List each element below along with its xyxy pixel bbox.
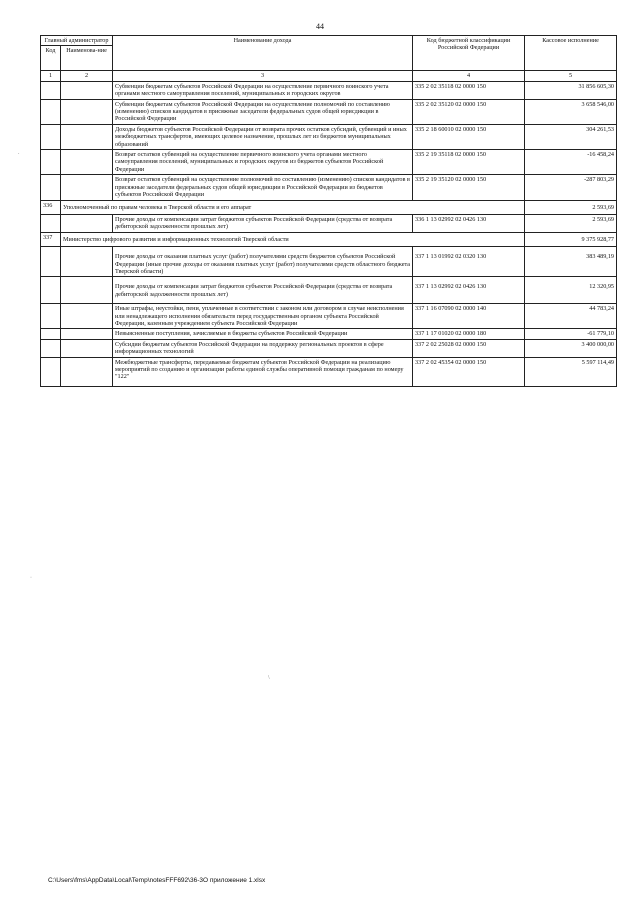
amount-cell: 31 856 605,30 (525, 81, 617, 99)
column-number-row (41, 71, 617, 81)
income-name-cell: Прочие доходы от компенсации затрат бюджетов субъектов Российской Федерации (средства от возврата дебиторской задолженности прошлых лет) (113, 214, 413, 232)
table-row (41, 124, 617, 149)
header-admin-name: Наименова-ние (61, 46, 113, 71)
income-name-cell: Иные штрафы, неустойки, пени, уплаченные в соответствии с законом или договором в случае неисполнения или ненадлежащего исполнения обязательств перед государственным органом субъекта Российской Федерации, казенным учреждением субъекта Российской Федерации (113, 304, 413, 329)
header-budget-code: Код бюджетной классификации Российской Федерации (413, 36, 525, 71)
amount-cell: -16 458,24 (525, 150, 617, 175)
table-row (41, 357, 617, 386)
column-number: 5 (525, 71, 617, 81)
amount-cell: 3 400 000,00 (525, 339, 617, 357)
amount-cell: 304 261,53 (525, 124, 617, 149)
table-row (41, 247, 617, 277)
amount-cell: 44 783,24 (525, 304, 617, 329)
amount-cell: -287 803,29 (525, 175, 617, 200)
table-row (41, 150, 617, 175)
scan-speck: . (18, 150, 20, 156)
income-name-cell: Субвенции бюджетам субъектов Российской Федерации на осуществление полномочий по составлению (изменению) списков кандидатов в присяжные заседатели федеральных судов общей юрисдикции в Российской Федерации (113, 99, 413, 124)
income-name-cell: Доходы бюджетов субъектов Российской Федерации от возврата прочих остатков субсидий, субвенций и иных межбюджетных трансфертов, имеющих целевое назначение, прошлых лет из бюджетов муниципальных образований (113, 124, 413, 149)
income-name-cell: Невыясненные поступления, зачисляемые в бюджеты субъектов Российской Федерации (113, 329, 413, 339)
revenue-table (40, 35, 617, 387)
admin-row (41, 200, 617, 214)
amount-cell: 383 489,19 (525, 247, 617, 277)
table-row (41, 99, 617, 124)
admin-row (41, 232, 617, 246)
budget-code-cell: 335 2 19 35120 02 0000 150 (413, 175, 525, 200)
amount-cell: 3 658 546,00 (525, 99, 617, 124)
budget-code-cell: 335 2 02 35118 02 0000 150 (413, 81, 525, 99)
table-row (41, 81, 617, 99)
header-income-name: Наименование дохода (113, 36, 413, 71)
table-row (41, 214, 617, 232)
budget-code-cell: 335 2 18 60010 02 0000 150 (413, 124, 525, 149)
table-row (41, 339, 617, 357)
admin-name-cell: Уполномоченный по правам человека в Тверской области и его аппарат (61, 200, 525, 214)
budget-code-cell: 335 2 02 35120 02 0000 150 (413, 99, 525, 124)
income-name-cell: Субвенции бюджетам субъектов Российской Федерации на осуществление первичного воинского учета органами местного самоуправления поселений, муниципальных и городских округов (113, 81, 413, 99)
budget-code-cell: 337 2 02 45354 02 0000 150 (413, 357, 525, 386)
table-row (41, 304, 617, 329)
budget-code-cell: 335 2 19 35118 02 0000 150 (413, 150, 525, 175)
budget-code-cell: 336 1 13 02992 02 0426 130 (413, 214, 525, 232)
admin-code-cell: 337 (41, 232, 61, 246)
column-number: 1 (41, 71, 61, 81)
income-name-cell: Возврат остатков субвенций на осуществление первичного воинского учета органами местного самоуправления поселений, муниципальных и городских округов из бюджетов субъектов Российской Федерации (113, 150, 413, 175)
amount-cell: -61 779,10 (525, 329, 617, 339)
table-row (41, 175, 617, 200)
amount-cell: 2 593,69 (525, 214, 617, 232)
column-number: 3 (113, 71, 413, 81)
amount-cell: 5 597 114,49 (525, 357, 617, 386)
table-row (41, 329, 617, 339)
budget-code-cell: 337 1 13 02992 02 0426 130 (413, 277, 525, 304)
header-admin-group: Главный администратор (41, 36, 113, 46)
scan-speck: \ (268, 675, 270, 681)
column-number: 2 (61, 71, 113, 81)
header-code: Код (41, 46, 61, 71)
column-number: 4 (413, 71, 525, 81)
admin-name-cell: Министерство цифрового развития и информационных технологий Тверской области (61, 232, 525, 246)
scan-speck: · (30, 575, 32, 581)
admin-code-cell: 336 (41, 200, 61, 214)
amount-cell: 9 375 928,77 (525, 232, 617, 246)
header-cash: Кассовое исполнение (525, 36, 617, 71)
income-name-cell: Возврат остатков субвенций на осуществление полномочий по составлению (изменению) списков кандидатов в присяжные заседатели федеральных судов общей юрисдикции в Российской Федерации из бюджетов субъектов Российской Федерации (113, 175, 413, 200)
table-row (41, 277, 617, 304)
amount-cell: 12 320,95 (525, 277, 617, 304)
budget-code-cell: 337 1 17 01020 02 0000 180 (413, 329, 525, 339)
budget-code-cell: 337 1 16 07090 02 0000 140 (413, 304, 525, 329)
file-path-footer: C:\Users\fms\AppData\Local\Temp\notesFFF692\36-3О приложение 1.xlsx (48, 877, 266, 884)
income-name-cell: Субсидии бюджетам субъектов Российской Федерации на поддержку региональных проектов в сфере информационных технологий (113, 339, 413, 357)
income-name-cell: Межбюджетные трансферты, передаваемые бюджетам субъектов Российской Федерации на реализацию мероприятий по созданию и организации работы единой службы оперативной помощи гражданам по номеру "122" (113, 357, 413, 386)
income-name-cell: Прочие доходы от компенсации затрат бюджетов субъектов Российской Федерации (средства от возврата дебиторской задолженности прошлых лет) (113, 277, 413, 304)
amount-cell: 2 593,69 (525, 200, 617, 214)
page-number: 44 (316, 22, 324, 31)
income-name-cell: Прочие доходы от оказания платных услуг (работ) получателями средств бюджетов субъектов Российской Федерации (иные прочие доходы от оказания платных услуг (работ) получателями средств областного бюджета Тверской области) (113, 247, 413, 277)
budget-code-cell: 337 1 13 01992 02 0320 130 (413, 247, 525, 277)
budget-code-cell: 337 2 02 25028 02 0000 150 (413, 339, 525, 357)
